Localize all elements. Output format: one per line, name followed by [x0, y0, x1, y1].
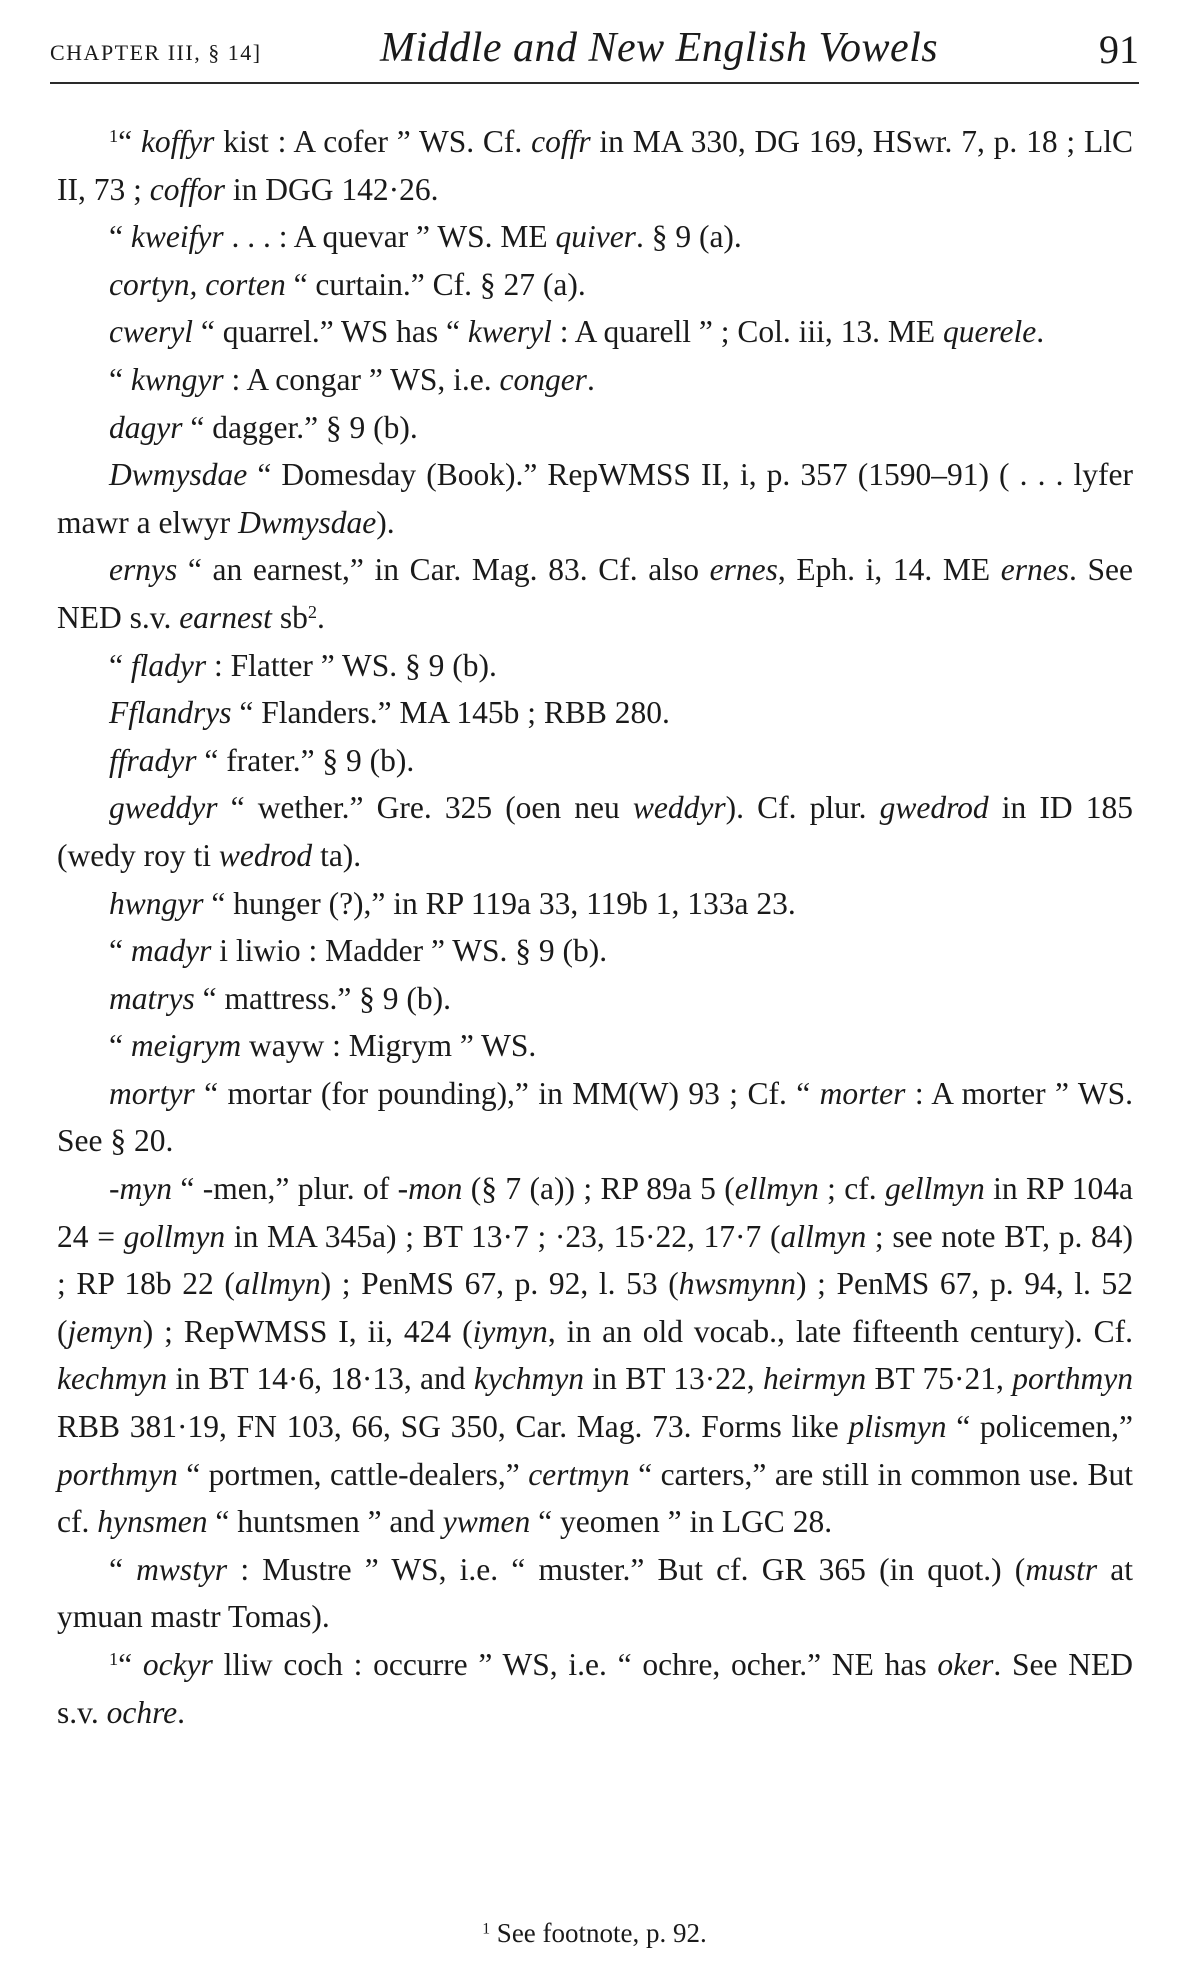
headword-italic: matrys [109, 980, 195, 1016]
headword-italic: ernes [1000, 552, 1069, 588]
running-header [50, 22, 1139, 84]
entry-text: i liwio : Madder ” WS. § 9 (b). [211, 933, 608, 969]
glossary-entry [57, 451, 1133, 546]
headword-italic: Fflandrys [109, 695, 232, 731]
glossary-entry [57, 975, 1133, 1023]
headword-italic: gweddyr [109, 790, 218, 826]
headword-italic: querele [942, 314, 1037, 350]
headword-italic: -mon [397, 1171, 463, 1207]
footnote-marker: 1 [482, 1920, 491, 1938]
entry-text: ) ; RepWMSS I, ii, 424 ( [142, 1313, 473, 1349]
entry-text: “ [118, 1647, 143, 1682]
entry-text: : A morter ” WS. See § 20. [57, 1075, 1133, 1159]
glossary-entry [57, 1546, 1133, 1641]
headword-italic: fladyr [130, 647, 207, 683]
page-number: 91 [1099, 27, 1139, 72]
glossary-entry [57, 1070, 1133, 1165]
glossary-entry [57, 1165, 1133, 1546]
entry-text: : Mustre ” WS, i.e. “ muster.” But cf. GR 365 (in quot.) ( [227, 1551, 1026, 1587]
entry-text: in DGG 142·26. [224, 171, 439, 207]
glossary-entry [57, 784, 1133, 879]
entry-text: “ dagger.” § 9 (b). [182, 409, 418, 445]
headword-italic: morter [819, 1075, 906, 1111]
entry-text: ). Cf. plur. [725, 790, 880, 826]
footnote-text: See footnote, p. 92. [496, 1918, 707, 1948]
footnote-marker: 1 [109, 125, 119, 146]
headword-italic: -myn [109, 1171, 172, 1207]
glossary-entry [57, 404, 1133, 452]
entry-text: “ Domesday (Book).” RepWMSS II, i, p. 357 (1590–91) ( . . . lyfer mawr a elwyr [57, 457, 1133, 540]
headword-italic: kweifyr [130, 219, 224, 255]
headword-italic: mwstyr [136, 1551, 228, 1587]
glossary-entry [57, 213, 1133, 261]
entry-text: “ yeomen ” in LGC 28. [530, 1504, 833, 1540]
headword-italic: cweryl [109, 314, 193, 350]
headword-italic: cortyn, corten [109, 266, 286, 302]
headword-italic: jemyn [67, 1313, 143, 1349]
headword-italic: gollmyn [123, 1218, 226, 1254]
headword-italic: ellmyn [734, 1171, 819, 1207]
entry-text: . See NED s.v. [57, 1647, 1133, 1730]
headword-italic: gellmyn [885, 1171, 985, 1207]
entry-text: “ policemen,” [946, 1409, 1133, 1445]
entry-text: “ huntsmen ” and [207, 1504, 443, 1540]
entry-text: “ curtain.” Cf. § 27 (a). [285, 266, 586, 302]
headword-italic: earnest [179, 599, 272, 635]
entry-text: in BT 14·6, 18·13, and [167, 1361, 474, 1397]
headword-italic: kechmyn [57, 1361, 168, 1397]
entry-text: : A quarell ” ; Col. iii, 13. ME [551, 314, 943, 350]
entry-text: in ID 185 (wedy roy ti [57, 790, 1133, 873]
headword-italic: hynsmen [97, 1504, 208, 1540]
glossary-entry [57, 927, 1133, 975]
headword-italic: coffor [149, 171, 225, 207]
entry-text: “ [118, 124, 141, 159]
entry-text: , in an old vocab., late fifteenth century). Cf. [547, 1313, 1133, 1349]
entry-text: ta). [312, 837, 362, 873]
footnote-marker: 1 [109, 1648, 119, 1669]
page-title: Middle and New English Vowels [380, 25, 939, 71]
headword-italic: allmyn [234, 1266, 321, 1302]
entry-text: at ymuan mastr Tomas). [57, 1551, 1134, 1635]
chapter-reference: CHAPTER III, § 14] [50, 40, 262, 65]
headword-italic: allmyn [780, 1218, 867, 1254]
entry-text: “ [109, 933, 131, 969]
headword-italic: iymyn [472, 1313, 548, 1349]
entry-text: “ hunger (?),” in RP 119a 33, 119b 1, 133a 23. [203, 885, 796, 921]
headword-italic: gwedrod [879, 790, 989, 826]
footnote [0, 1918, 1189, 1949]
entry-text: “ portmen, cattle-dealers,” [177, 1456, 529, 1492]
headword-italic: conger [499, 361, 587, 397]
headword-italic: heirmyn [762, 1361, 867, 1397]
headword-italic: porthmyn [1012, 1361, 1133, 1397]
headword-italic: hwngyr [109, 885, 204, 921]
headword-italic: madyr [130, 933, 212, 969]
headword-italic: ffradyr [109, 742, 197, 778]
entry-text: . [1036, 314, 1045, 350]
entry-text: ; see note BT, p. 84) ; RP 18b 22 ( [57, 1218, 1134, 1302]
headword-italic: ernys [109, 552, 178, 588]
headword-italic: ernes [709, 552, 778, 588]
entry-text: “ quarrel.” WS has “ [192, 314, 468, 350]
headword-italic: wedrod [218, 837, 313, 873]
entry-text: , Eph. i, 14. ME [777, 552, 1001, 588]
headword-italic: kweryl [467, 314, 552, 350]
entry-text: “ mortar (for pounding),” in MM(W) 93 ; Cf. “ [194, 1075, 820, 1111]
glossary-entry [57, 737, 1133, 785]
headword-italic: coffr [531, 124, 591, 159]
entry-text: in BT 13·22, [584, 1361, 763, 1397]
headword-italic: ockyr [142, 1647, 213, 1682]
entry-text: . § 9 (a). [635, 219, 742, 255]
glossary-entry [57, 118, 1133, 213]
glossary-entry [57, 308, 1133, 356]
footnote-marker: 2 [307, 601, 317, 622]
entry-text: “ carters,” are still in common use. But cf. [57, 1456, 1133, 1540]
headword-italic: koffyr [140, 124, 215, 159]
entry-text: “ [109, 361, 131, 397]
headword-italic: quiver [555, 219, 636, 255]
entry-text: RBB 381·19, FN 103, 66, SG 350, Car. Mag. 73. Forms like [57, 1409, 849, 1445]
entry-text: “ wether.” Gre. 325 (oen neu [217, 790, 633, 826]
headword-italic: kwngyr [130, 361, 224, 397]
headword-italic: certmyn [528, 1456, 630, 1492]
glossary-entry [57, 880, 1133, 928]
entry-text: “ [109, 647, 131, 683]
headword-italic: dagyr [109, 409, 183, 445]
entry-text: ) ; PenMS 67, p. 92, l. 53 ( [320, 1266, 679, 1302]
headword-italic: mustr [1025, 1551, 1098, 1587]
headword-italic: porthmyn [57, 1456, 178, 1492]
entry-text: . . . : A quevar ” WS. ME [223, 219, 556, 255]
entry-text: ) ; PenMS 67, p. 94, l. 52 ( [57, 1266, 1133, 1349]
entry-text: ). [376, 504, 395, 540]
entry-text: . [177, 1694, 186, 1730]
headword-italic: ochre [106, 1694, 178, 1730]
entry-text: BT 75·21, [866, 1361, 1013, 1397]
entry-text: “ [109, 219, 131, 255]
headword-italic: Dwmysdae [109, 457, 248, 493]
entry-text: in MA 330, DG 169, HSwr. 7, p. 18 ; LlC II, 73 ; [57, 124, 1134, 207]
entry-text: “ mattress.” § 9 (b). [194, 980, 452, 1016]
glossary-entry [57, 1022, 1133, 1070]
headword-italic: kychmyn [473, 1361, 585, 1397]
entry-text: . [586, 361, 595, 397]
glossary-entry [57, 1641, 1133, 1736]
entry-text: : A congar ” WS, i.e. [223, 361, 500, 397]
glossary-entry [57, 356, 1133, 404]
entry-text: “ frater.” § 9 (b). [196, 742, 415, 778]
glossary-entries [57, 118, 1133, 1736]
entry-text: : Flatter ” WS. § 9 (b). [206, 647, 497, 683]
entry-text: “ [109, 1028, 131, 1064]
headword-italic: weddyr [632, 790, 726, 826]
entry-text: . [316, 599, 325, 635]
entry-text: lliw coch : occurre ” WS, i.e. “ ochre, ocher.” NE has [212, 1647, 938, 1682]
headword-italic: meigrym [130, 1028, 242, 1064]
entry-text: “ an earnest,” in Car. Mag. 83. Cf. also [177, 552, 710, 588]
entry-text: in RP 104a 24 = [57, 1171, 1134, 1254]
entry-text: (§ 7 (a)) ; RP 89a 5 ( [462, 1171, 735, 1207]
entry-text: “ -men,” plur. of [171, 1171, 398, 1207]
headword-italic: plismyn [848, 1409, 947, 1445]
headword-italic: mortyr [109, 1075, 195, 1111]
entry-text: wayw : Migrym ” WS. [241, 1028, 537, 1064]
glossary-entry [57, 689, 1133, 737]
entry-text: in MA 345a) ; BT 13·7 ; ·23, 15·22, 17·7 ( [225, 1218, 781, 1254]
entry-text: “ Flanders.” MA 145b ; RBB 280. [231, 695, 670, 731]
headword-italic: ywmen [442, 1504, 531, 1540]
glossary-entry [57, 642, 1133, 690]
glossary-entry [57, 261, 1133, 309]
entry-text: sb [271, 599, 308, 635]
entry-text: “ [109, 1551, 137, 1587]
headword-italic: oker [937, 1647, 994, 1682]
entry-text: ; cf. [818, 1171, 886, 1207]
entry-text: kist : A cofer ” WS. Cf. [214, 124, 532, 159]
headword-italic: Dwmysdae [238, 504, 377, 540]
glossary-entry [57, 546, 1133, 641]
entry-text: . See NED s.v. [57, 552, 1133, 635]
headword-italic: hwsmynn [678, 1266, 796, 1302]
